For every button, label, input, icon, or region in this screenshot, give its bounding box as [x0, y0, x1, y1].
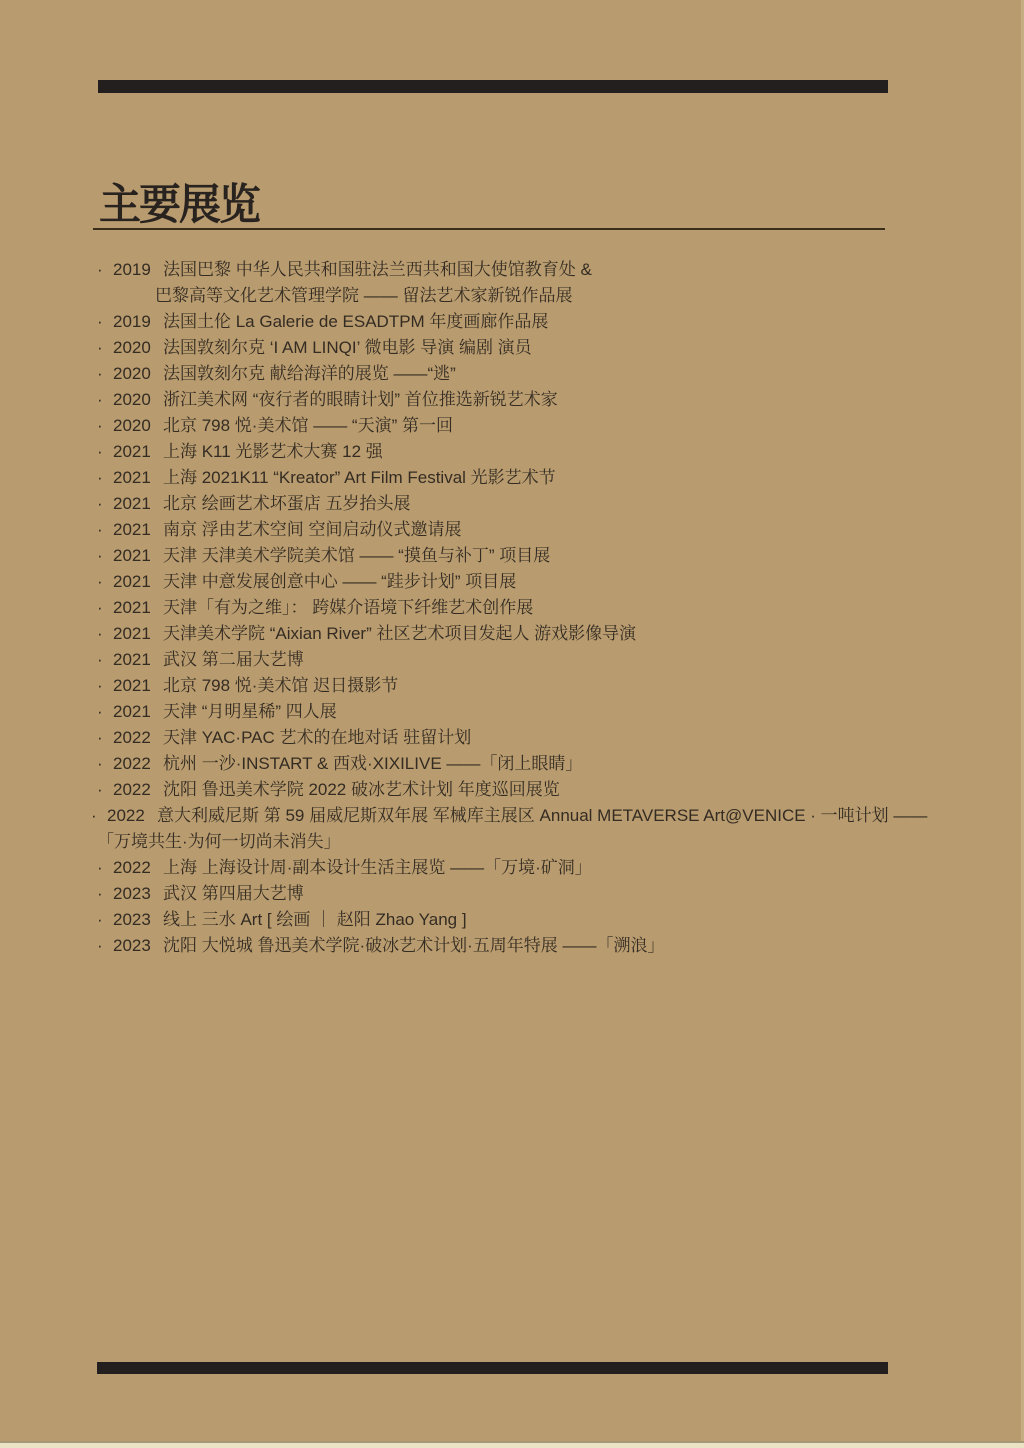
exhibition-text: 天津 天津美术学院美术馆 —— “摸鱼与补丁” 项目展 — [163, 546, 551, 565]
exhibition-text: 上海 2021K11 “Kreator” Art Film Festival 光影艺术节 — [163, 468, 556, 487]
exhibition-item — [97, 335, 1017, 361]
exhibition-item — [97, 699, 1017, 725]
exhibition-item — [97, 387, 1017, 413]
exhibition-text: 上海 上海设计周·副本设计生活主展览 ——「万境·矿洞」 — [163, 858, 592, 877]
bullet-icon: · — [97, 494, 103, 513]
exhibition-item — [97, 543, 1017, 569]
exhibition-year: 2022 — [113, 754, 151, 773]
exhibition-text: 天津「有为之维」： 跨媒介语境下纤维艺术创作展 — [163, 598, 534, 617]
exhibition-item — [97, 257, 1017, 283]
exhibition-item — [97, 569, 1017, 595]
exhibition-text: 天津 “月明星稀” 四人展 — [163, 702, 337, 721]
bullet-icon: · — [97, 780, 103, 799]
exhibition-text: 法国敦刻尔克 献给海洋的展览 ——“逃” — [163, 364, 456, 383]
exhibition-year: 2022 — [113, 728, 151, 747]
bullet-icon: · — [97, 338, 103, 357]
exhibition-year: 2021 — [113, 572, 151, 591]
exhibition-year: 2021 — [113, 546, 151, 565]
exhibition-year: 2020 — [113, 338, 151, 357]
exhibition-text: 浙江美术网 “夜行者的眼睛计划” 首位推选新锐艺术家 — [163, 390, 558, 409]
bullet-icon: · — [91, 806, 97, 825]
bullet-icon: · — [97, 728, 103, 747]
exhibition-text: 天津 YAC·PAC 艺术的在地对话 驻留计划 — [163, 728, 472, 747]
bullet-icon: · — [97, 650, 103, 669]
exhibition-year: 2020 — [113, 390, 151, 409]
top-rule — [98, 80, 888, 93]
bullet-icon: · — [97, 572, 103, 591]
bullet-icon: · — [97, 468, 103, 487]
exhibition-item — [97, 881, 1017, 907]
exhibition-text: 线上 三水 Art [ 绘画 ｜ 赵阳 Zhao Yang ] — [163, 910, 467, 929]
bullet-icon: · — [97, 754, 103, 773]
exhibition-text: 杭州 一沙·INSTART & 西戏·XIXILIVE ——「闭上眼睛」 — [163, 754, 583, 773]
exhibition-text: 南京 浮由艺术空间 空间启动仪式邀请展 — [163, 520, 462, 539]
exhibition-text: 北京 798 悦·美术馆 —— “天演” 第一回 — [163, 416, 453, 435]
exhibition-text: 法国巴黎 中华人民共和国驻法兰西共和国大使馆教育处 & — [163, 260, 592, 279]
exhibition-year: 2021 — [113, 702, 151, 721]
exhibition-year: 2021 — [113, 676, 151, 695]
exhibition-item — [97, 907, 1017, 933]
bullet-icon: · — [97, 936, 103, 955]
exhibition-year: 2021 — [113, 650, 151, 669]
exhibition-item — [97, 361, 1017, 387]
exhibition-year: 2023 — [113, 884, 151, 903]
exhibition-item — [97, 595, 1017, 621]
exhibition-item-continuation: 「万境共生·为何一切尚未消失」 — [97, 832, 341, 851]
exhibition-year: 2021 — [113, 598, 151, 617]
bullet-icon: · — [97, 312, 103, 331]
bullet-icon: · — [97, 676, 103, 695]
exhibition-year: 2021 — [113, 442, 151, 461]
exhibition-year: 2021 — [113, 520, 151, 539]
exhibition-year: 2021 — [113, 468, 151, 487]
page-edge-light — [0, 1443, 1024, 1448]
exhibition-year: 2023 — [113, 936, 151, 955]
exhibition-year: 2023 — [113, 910, 151, 929]
bottom-rule — [97, 1362, 888, 1374]
exhibition-text: 法国土伦 La Galerie de ESADTPM 年度画廊作品展 — [163, 312, 549, 331]
exhibition-text: 武汉 第四届大艺博 — [163, 884, 304, 903]
exhibition-text: 武汉 第二届大艺博 — [163, 650, 304, 669]
exhibition-year: 2022 — [113, 858, 151, 877]
exhibition-item — [97, 309, 1017, 335]
exhibition-year: 2021 — [113, 624, 151, 643]
exhibition-text: 北京 绘画艺术坏蛋店 五岁抬头展 — [163, 494, 411, 513]
exhibition-item — [97, 465, 1017, 491]
bullet-icon: · — [97, 416, 103, 435]
exhibition-item — [97, 413, 1017, 439]
exhibition-item-continuation: 巴黎高等文化艺术管理学院 —— 留法艺术家新锐作品展 — [155, 286, 573, 305]
exhibition-item — [97, 621, 1017, 647]
exhibition-item — [97, 439, 1017, 465]
exhibition-item — [97, 933, 1017, 959]
bullet-icon: · — [97, 598, 103, 617]
exhibition-item — [97, 647, 1017, 673]
exhibition-item — [91, 803, 1017, 829]
page-title: 主要展览 — [99, 180, 260, 229]
exhibition-item — [97, 673, 1017, 699]
exhibition-year: 2019 — [113, 312, 151, 331]
exhibition-year: 2021 — [113, 494, 151, 513]
exhibition-year: 2020 — [113, 416, 151, 435]
exhibition-year: 2022 — [113, 780, 151, 799]
exhibition-item — [97, 491, 1017, 517]
bullet-icon: · — [97, 624, 103, 643]
exhibition-text: 沈阳 大悦城 鲁迅美术学院·破冰艺术计划·五周年特展 ——「溯浪」 — [163, 936, 665, 955]
exhibition-text: 天津美术学院 “Aixian River” 社区艺术项目发起人 游戏影像导演 — [163, 624, 637, 643]
bullet-icon: · — [97, 390, 103, 409]
exhibition-text: 沈阳 鲁迅美术学院 2022 破冰艺术计划 年度巡回展览 — [163, 780, 560, 799]
bullet-icon: · — [97, 884, 103, 903]
bullet-icon: · — [97, 546, 103, 565]
exhibition-text: 上海 K11 光影艺术大赛 12 强 — [163, 442, 383, 461]
bullet-icon: · — [97, 858, 103, 877]
exhibition-text: 天津 中意发展创意中心 —— “跬步计划” 项目展 — [163, 572, 517, 591]
exhibition-item — [97, 517, 1017, 543]
bullet-icon: · — [97, 364, 103, 383]
title-divider — [93, 228, 885, 230]
exhibition-item — [97, 777, 1017, 803]
bullet-icon: · — [97, 442, 103, 461]
exhibition-year: 2019 — [113, 260, 151, 279]
exhibition-item — [97, 751, 1017, 777]
exhibition-text: 法国敦刻尔克 ‘I AM LINQI’ 微电影 导演 编剧 演员 — [163, 338, 532, 357]
exhibition-year: 2022 — [107, 806, 145, 825]
bullet-icon: · — [97, 702, 103, 721]
exhibition-year: 2020 — [113, 364, 151, 383]
bullet-icon: · — [97, 520, 103, 539]
exhibition-item — [97, 855, 1017, 881]
exhibition-list — [91, 257, 1017, 959]
exhibition-text: 意大利威尼斯 第 59 届威尼斯双年展 军械库主展区 Annual METAVERSE Art@VENICE · 一吨计划 —— — [157, 806, 928, 825]
exhibition-item — [97, 725, 1017, 751]
exhibition-text: 北京 798 悦·美术馆 迟日摄影节 — [163, 676, 399, 695]
bullet-icon: · — [97, 910, 103, 929]
bullet-icon: · — [97, 260, 103, 279]
